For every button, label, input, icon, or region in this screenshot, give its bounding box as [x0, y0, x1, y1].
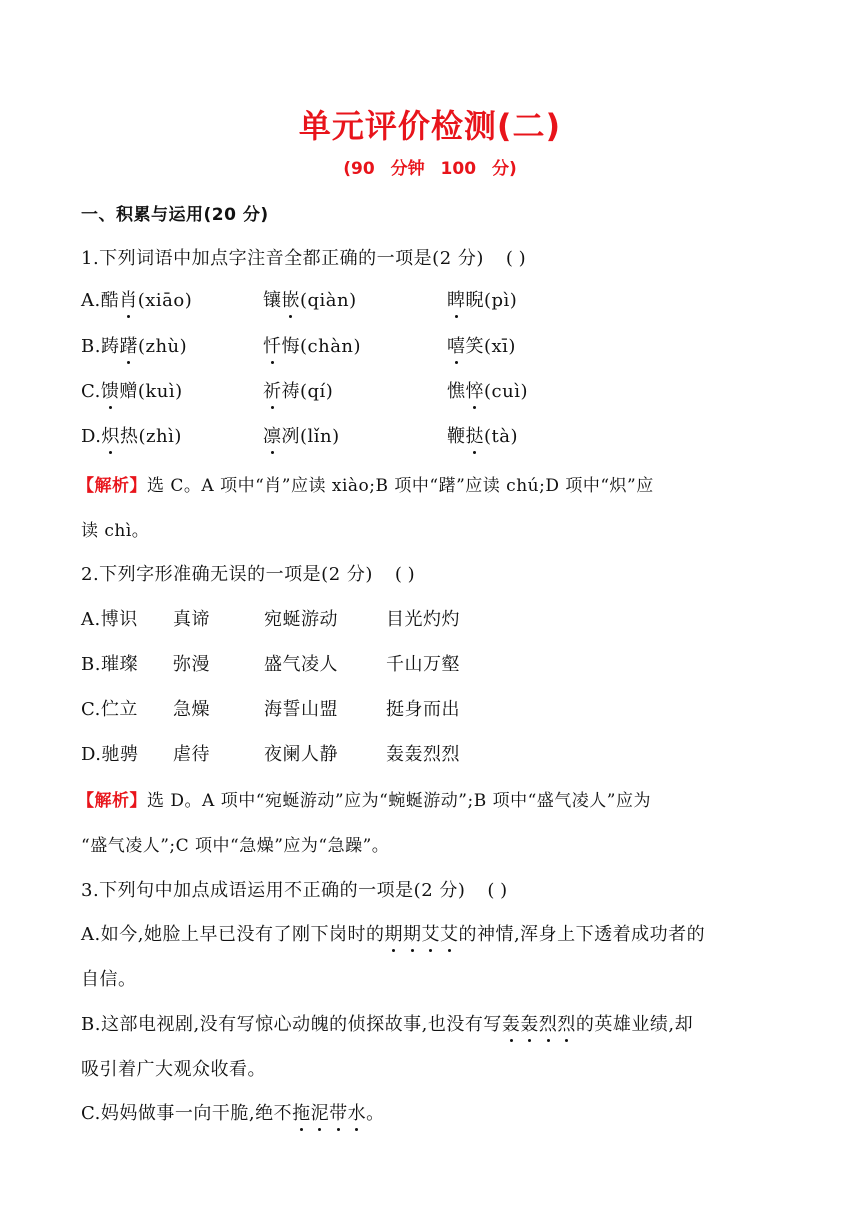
word-cell: 鞭挞(tà) — [447, 422, 518, 452]
word-cell: A.博识 — [81, 609, 138, 630]
dotted-char: 期 — [403, 920, 422, 950]
word-cell: 虐待 — [173, 744, 210, 765]
dotted-char: 嘻 — [447, 332, 466, 362]
question-2-analysis-cont: “盛气凌人”;C 项中“急燥”应为“急躁”。 — [81, 836, 390, 856]
dotted-char: 带 — [329, 1099, 348, 1129]
word-cell: B.璀璨 — [81, 654, 138, 675]
dotted-char: 肖 — [119, 286, 138, 316]
word-cell: D.炽热(zhì) — [81, 422, 182, 452]
word-cell: D.驰骋 — [81, 744, 139, 765]
question-3-stem — [81, 876, 507, 906]
word-cell: 宛蜒游动 — [264, 609, 338, 630]
word-cell: C.伫立 — [81, 699, 138, 720]
dotted-char: 忏 — [263, 332, 282, 362]
word-cell: 忏悔(chàn) — [263, 332, 361, 362]
word-cell: 盛气凌人 — [264, 654, 338, 675]
dotted-char: 炽 — [102, 422, 121, 452]
word-cell: 夜阑人静 — [264, 744, 338, 765]
word-cell: 弥漫 — [173, 654, 210, 675]
question-2-analysis — [77, 786, 651, 816]
word-cell: 轰轰烈烈 — [386, 744, 460, 765]
word-cell: 睥睨(pì) — [447, 286, 517, 316]
question-3-option-b: B.这部电视剧,没有写惊心动魄的侦探故事,也没有写轰轰烈烈的英雄业绩,却 — [81, 1010, 693, 1040]
dotted-char: 拖 — [292, 1099, 311, 1129]
dotted-char: 水 — [348, 1099, 367, 1129]
analysis-text: 选 D。A 项中“宛蜒游动”应为“蜿蜒游动”;B 项中“盛气凌人”应为 — [147, 791, 651, 811]
dotted-char: 挞 — [466, 422, 485, 452]
question-3-option-a-cont: 自信。 — [81, 969, 137, 990]
word-cell: 千山万壑 — [386, 654, 460, 675]
answer-bracket: ( ) — [505, 248, 526, 269]
page-title: 单元评价检测(二) — [298, 107, 562, 145]
dotted-char: 馈 — [101, 377, 120, 407]
word-cell: C.馈赠(kuì) — [81, 377, 183, 407]
question-stem-text: 2.下列字形准确无误的一项是(2 分) — [81, 564, 373, 585]
word-cell: 真谛 — [173, 609, 210, 630]
dotted-char: 泥 — [311, 1099, 330, 1129]
question-stem-text: 1.下列词语中加点字注音全都正确的一项是(2 分) — [81, 248, 484, 269]
answer-bracket: ( ) — [487, 880, 508, 901]
word-cell: 挺身而出 — [386, 699, 460, 720]
word-cell: 海誓山盟 — [264, 699, 338, 720]
question-2-stem — [81, 560, 415, 590]
question-1-analysis-cont: 读 chì。 — [81, 521, 150, 541]
dotted-char: 烈 — [539, 1010, 558, 1040]
analysis-text: 选 C。A 项中“肖”应读 xiào;B 项中“躇”应读 chú;D 项中“炽”应 — [147, 476, 654, 496]
word-cell: 嘻笑(xī) — [447, 332, 516, 362]
word-cell: 急燥 — [173, 699, 210, 720]
word-cell: A.酷肖(xiāo) — [81, 286, 192, 316]
section-heading: 一、积累与运用(20 分) — [81, 205, 269, 225]
dotted-char: 轰 — [520, 1010, 539, 1040]
question-3-option-a: A.如今,她脸上早已没有了刚下岗时的期期艾艾的神情,浑身上下透着成功者的 — [81, 920, 705, 950]
dotted-char: 悴 — [466, 377, 485, 407]
dotted-char: 期 — [384, 920, 403, 950]
question-1-stem — [81, 244, 526, 274]
answer-bracket: ( ) — [394, 564, 415, 585]
dotted-char: 睥 — [447, 286, 466, 316]
word-cell: 镶嵌(qiàn) — [263, 286, 357, 316]
page-subtitle: (90 分钟 100 分) — [343, 159, 517, 179]
question-3-option-b-cont: 吸引着广大观众收看。 — [81, 1059, 266, 1080]
dotted-char: 躇 — [119, 332, 138, 362]
word-cell: B.踌躇(zhù) — [81, 332, 187, 362]
dotted-char: 凛 — [263, 422, 282, 452]
dotted-char: 嵌 — [282, 286, 301, 316]
word-cell: 凛冽(lǐn) — [263, 422, 340, 452]
question-1-analysis — [77, 471, 654, 501]
dotted-char: 祈 — [263, 377, 282, 407]
dotted-char: 烈 — [557, 1010, 576, 1040]
word-cell: 憔悴(cuì) — [447, 377, 528, 407]
analysis-tag: 【解析】 — [77, 476, 147, 496]
word-cell: 祈祷(qí) — [263, 377, 333, 407]
dotted-char: 轰 — [502, 1010, 521, 1040]
question-stem-text: 3.下列句中加点成语运用不正确的一项是(2 分) — [81, 880, 466, 901]
question-3-option-c: C.妈妈做事一向干脆,绝不拖泥带水。 — [81, 1099, 385, 1129]
word-cell: 目光灼灼 — [386, 609, 460, 630]
dotted-char: 艾 — [421, 920, 440, 950]
dotted-char: 艾 — [440, 920, 459, 950]
analysis-tag: 【解析】 — [77, 791, 147, 811]
